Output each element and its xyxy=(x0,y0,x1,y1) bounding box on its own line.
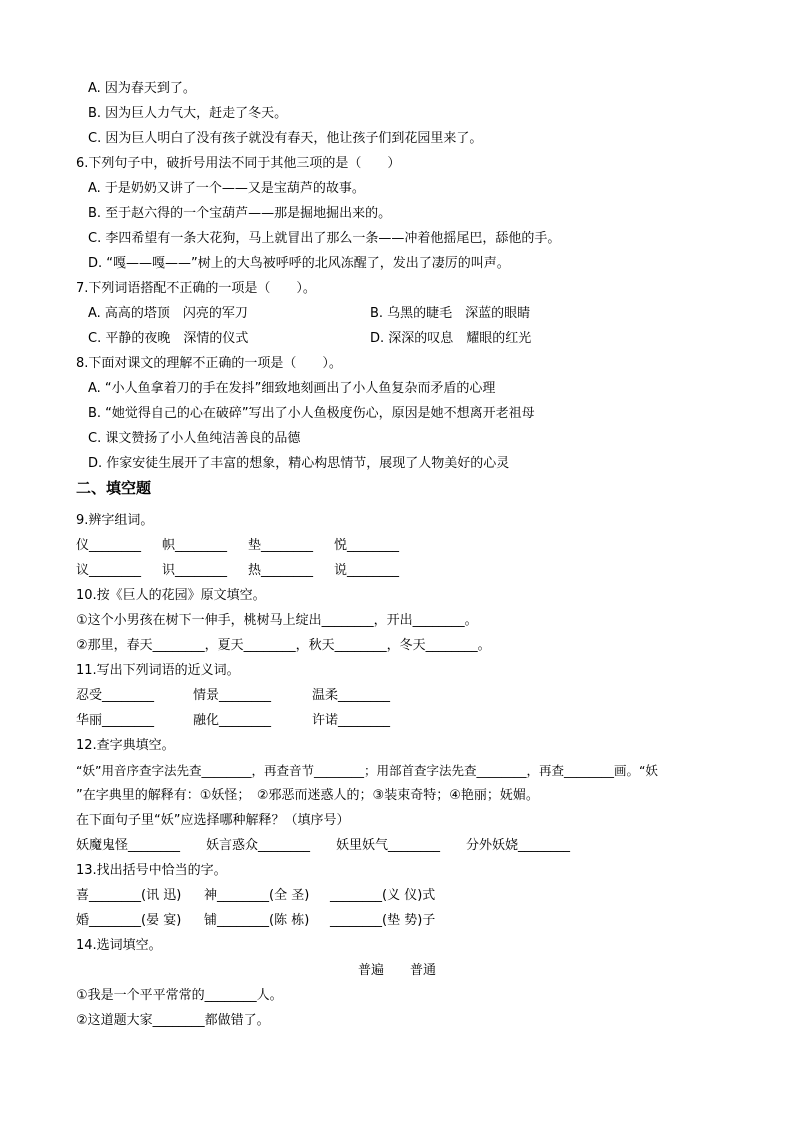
q13-item: 铺________(陈 栋) xyxy=(204,913,310,928)
q9-item: 垫________ xyxy=(248,538,314,553)
q9-item: 帜________ xyxy=(162,538,228,553)
q6-option-b: B. 至于赵六得的一个宝葫芦——那是掘地掘出来的。 xyxy=(88,206,392,221)
q13-item: ________(垫 势)子 xyxy=(330,913,436,928)
q6-option-d: D. “嘎——嘎——”树上的大鸟被呼呼的北风冻醒了，发出了凄厉的叫声。 xyxy=(88,256,510,271)
q7-option-c: C. 平静的夜晚 深情的仪式 xyxy=(88,331,249,346)
q9-stem: 9.辨字组词。 xyxy=(76,513,154,528)
q14-line-1: ①我是一个平平常常的________人。 xyxy=(76,988,283,1003)
q8-option-a: A. “小人鱼拿着刀的手在发抖”细致地刻画出了小人鱼复杂而矛盾的心理 xyxy=(88,381,496,396)
q7-stem: 7.下列词语搭配不正确的一项是（ ）。 xyxy=(76,281,316,296)
q5-option-c: C. 因为巨人明白了没有孩子就没有春天，他让孩子们到花园里来了。 xyxy=(88,131,483,146)
q11-item: 许诺________ xyxy=(312,713,391,728)
q7-option-d: D. 深深的叹息 耀眼的红光 xyxy=(370,331,532,346)
q14-line-2: ②这道题大家________都做错了。 xyxy=(76,1013,270,1028)
q12-line-1: “妖”用音序查字法先查________，再查音节________；用部首查字法先查________，再查________画。“妖 xyxy=(76,763,658,778)
q6-stem: 6.下列句子中，破折号用法不同于其他三项的是（ ） xyxy=(76,156,401,171)
q13-item: 婚________(晏 宴) xyxy=(76,913,182,928)
q12-line-3: 在下面句子里“妖”应选择哪种解释？（填序号） xyxy=(76,813,350,828)
q10-line-1: ①这个小男孩在树下一伸手，桃树马上绽出________，开出________。 xyxy=(76,613,478,628)
q13-item: ________(义 仪)式 xyxy=(330,888,436,903)
q12-line-2: ”在字典里的解释有：①妖怪； ②邪恶而迷惑人的；③装束奇特；④艳丽；妩媚。 xyxy=(76,788,539,803)
q7-option-b: B. 乌黑的睫毛 深蓝的眼睛 xyxy=(370,306,531,321)
q6-option-c: C. 李四希望有一条大花狗，马上就冒出了那么一条——冲着他摇尾巴，舔他的手。 xyxy=(88,231,561,246)
q14-stem: 14.选词填空。 xyxy=(76,938,162,953)
q8-option-c: C. 课文赞扬了小人鱼纯洁善良的品德 xyxy=(88,431,301,446)
q11-item: 华丽________ xyxy=(76,713,155,728)
q8-option-b: B. “她觉得自己的心在破碎”写出了小人鱼极度伤心，原因是她不想离开老祖母 xyxy=(88,406,535,421)
q9-item: 仪________ xyxy=(76,538,142,553)
q8-stem: 8.下面对课文的理解不正确的一项是（ ）。 xyxy=(76,356,342,371)
q9-item: 悦________ xyxy=(334,538,400,553)
q13-item: 喜________(讯 迅) xyxy=(76,888,182,903)
q10-stem: 10.按《巨人的花园》原文填空。 xyxy=(76,588,266,603)
section-heading: 二、填空题 xyxy=(76,479,152,497)
q9-item: 热________ xyxy=(248,563,314,578)
q12-stem: 12.查字典填空。 xyxy=(76,738,175,753)
q11-item: 情景________ xyxy=(193,688,272,703)
q5-option-b: B. 因为巨人力气大，赶走了冬天。 xyxy=(88,106,288,121)
q11-item: 温柔________ xyxy=(312,688,391,703)
q11-item: 融化________ xyxy=(193,713,272,728)
q13-stem: 13.找出括号中恰当的字。 xyxy=(76,863,227,878)
q6-option-a: A. 于是奶奶又讲了一个——又是宝葫芦的故事。 xyxy=(88,181,365,196)
q9-item: 识________ xyxy=(162,563,228,578)
q10-line-2: ②那里，春天________，夏天________，秋天________，冬天________。 xyxy=(76,638,491,653)
q11-item: 忍受________ xyxy=(76,688,155,703)
q14-word-choices: 普遍 普通 xyxy=(357,963,436,978)
q7-option-a: A. 高高的塔顶 闪亮的军刀 xyxy=(88,306,248,321)
q12-line-4: 妖魔鬼怪________ 妖言惑众________ 妖里妖气________ 分外妖娆________ xyxy=(76,838,571,853)
q9-item: 说________ xyxy=(334,563,400,578)
q5-option-a: A. 因为春天到了。 xyxy=(88,81,196,96)
q11-stem: 11.写出下列词语的近义词。 xyxy=(76,663,240,678)
q13-item: 神________(全 圣) xyxy=(204,888,310,903)
q8-option-d: D. 作家安徒生展开了丰富的想象，精心构思情节，展现了人物美好的心灵 xyxy=(88,456,510,471)
q9-item: 议________ xyxy=(76,563,142,578)
